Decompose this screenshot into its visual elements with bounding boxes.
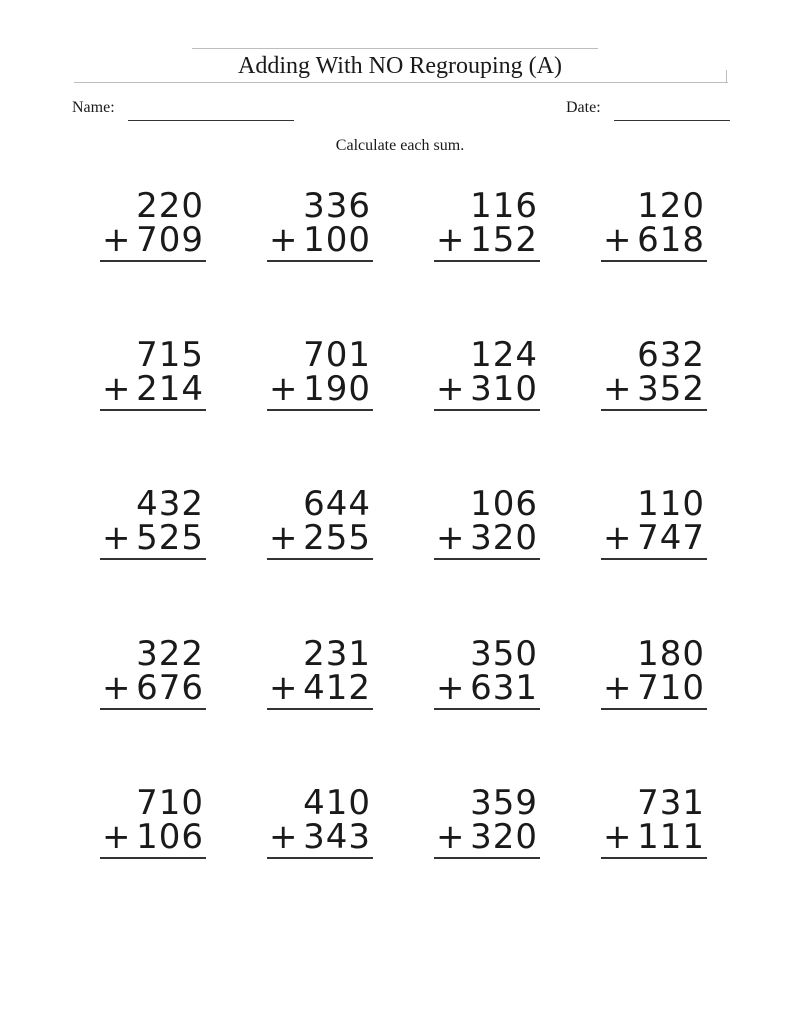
top-addend: 731 (637, 783, 705, 823)
bottom-addend: 631 (470, 668, 538, 708)
answer-line (267, 260, 373, 262)
plus-sign: + (269, 220, 298, 260)
top-addend: 106 (470, 484, 538, 524)
plus-sign: + (436, 220, 465, 260)
plus-sign: + (603, 668, 632, 708)
problem-1-1 (100, 188, 206, 268)
plus-sign: + (603, 369, 632, 409)
top-addend: 220 (136, 186, 204, 226)
plus-sign: + (436, 518, 465, 558)
bottom-addend: 100 (303, 220, 371, 260)
bottom-addend: 709 (136, 220, 204, 260)
bottom-addend: 343 (303, 817, 371, 857)
bottom-addend: 255 (303, 518, 371, 558)
problem-3-4 (601, 486, 707, 566)
problem-2-4 (601, 337, 707, 417)
plus-sign: + (269, 817, 298, 857)
bottom-addend: 352 (637, 369, 705, 409)
bottom-addend: 525 (136, 518, 204, 558)
problem-2-1 (100, 337, 206, 417)
bottom-addend: 747 (637, 518, 705, 558)
top-addend: 359 (470, 783, 538, 823)
bottom-addend: 310 (470, 369, 538, 409)
problem-1-4 (601, 188, 707, 268)
bottom-addend: 152 (470, 220, 538, 260)
top-addend: 116 (470, 186, 538, 226)
top-addend: 701 (303, 335, 371, 375)
top-addend: 120 (637, 186, 705, 226)
answer-line (100, 857, 206, 859)
answer-line (434, 558, 540, 560)
answer-line (267, 857, 373, 859)
answer-line (434, 409, 540, 411)
plus-sign: + (102, 518, 131, 558)
bottom-addend: 214 (136, 369, 204, 409)
answer-line (601, 708, 707, 710)
plus-sign: + (269, 518, 298, 558)
problem-3-2 (267, 486, 373, 566)
bottom-addend: 676 (136, 668, 204, 708)
top-addend: 350 (470, 634, 538, 674)
top-addend: 231 (303, 634, 371, 674)
bottom-addend: 111 (637, 817, 705, 857)
answer-line (434, 857, 540, 859)
top-addend: 432 (136, 484, 204, 524)
answer-line (100, 409, 206, 411)
problem-1-2 (267, 188, 373, 268)
top-addend: 644 (303, 484, 371, 524)
answer-line (601, 558, 707, 560)
top-addend: 710 (136, 783, 204, 823)
name-label: Name: (72, 99, 115, 116)
problem-4-1 (100, 636, 206, 716)
problem-3-3 (434, 486, 540, 566)
plus-sign: + (269, 369, 298, 409)
bottom-addend: 106 (136, 817, 204, 857)
top-addend: 336 (303, 186, 371, 226)
problem-2-3 (434, 337, 540, 417)
answer-line (100, 708, 206, 710)
problem-5-2 (267, 785, 373, 865)
plus-sign: + (102, 817, 131, 857)
problem-3-1 (100, 486, 206, 566)
problem-4-2 (267, 636, 373, 716)
bottom-addend: 618 (637, 220, 705, 260)
problem-1-3 (434, 188, 540, 268)
problem-2-2 (267, 337, 373, 417)
bottom-addend: 412 (303, 668, 371, 708)
problem-5-3 (434, 785, 540, 865)
plus-sign: + (603, 220, 632, 260)
answer-line (100, 558, 206, 560)
answer-line (601, 857, 707, 859)
problem-5-1 (100, 785, 206, 865)
bottom-addend: 320 (470, 817, 538, 857)
answer-line (434, 708, 540, 710)
answer-line (100, 260, 206, 262)
top-addend: 322 (136, 634, 204, 674)
plus-sign: + (102, 369, 131, 409)
worksheet-title: Adding With NO Regrouping (A) (238, 53, 562, 79)
problem-4-3 (434, 636, 540, 716)
plus-sign: + (436, 668, 465, 708)
plus-sign: + (436, 817, 465, 857)
top-addend: 410 (303, 783, 371, 823)
bottom-addend: 190 (303, 369, 371, 409)
bottom-addend: 710 (637, 668, 705, 708)
answer-line (267, 409, 373, 411)
plus-sign: + (269, 668, 298, 708)
problem-5-4 (601, 785, 707, 865)
problem-4-4 (601, 636, 707, 716)
plus-sign: + (603, 817, 632, 857)
top-addend: 180 (637, 634, 705, 674)
answer-line (267, 558, 373, 560)
top-addend: 632 (637, 335, 705, 375)
top-addend: 715 (136, 335, 204, 375)
plus-sign: + (102, 668, 131, 708)
answer-line (267, 708, 373, 710)
answer-line (601, 409, 707, 411)
instructions: Calculate each sum. (335, 137, 465, 154)
plus-sign: + (436, 369, 465, 409)
plus-sign: + (102, 220, 131, 260)
top-addend: 124 (470, 335, 538, 375)
answer-line (601, 260, 707, 262)
bottom-addend: 320 (470, 518, 538, 558)
date-label: Date: (566, 99, 601, 116)
top-addend: 110 (637, 484, 705, 524)
answer-line (434, 260, 540, 262)
plus-sign: + (603, 518, 632, 558)
